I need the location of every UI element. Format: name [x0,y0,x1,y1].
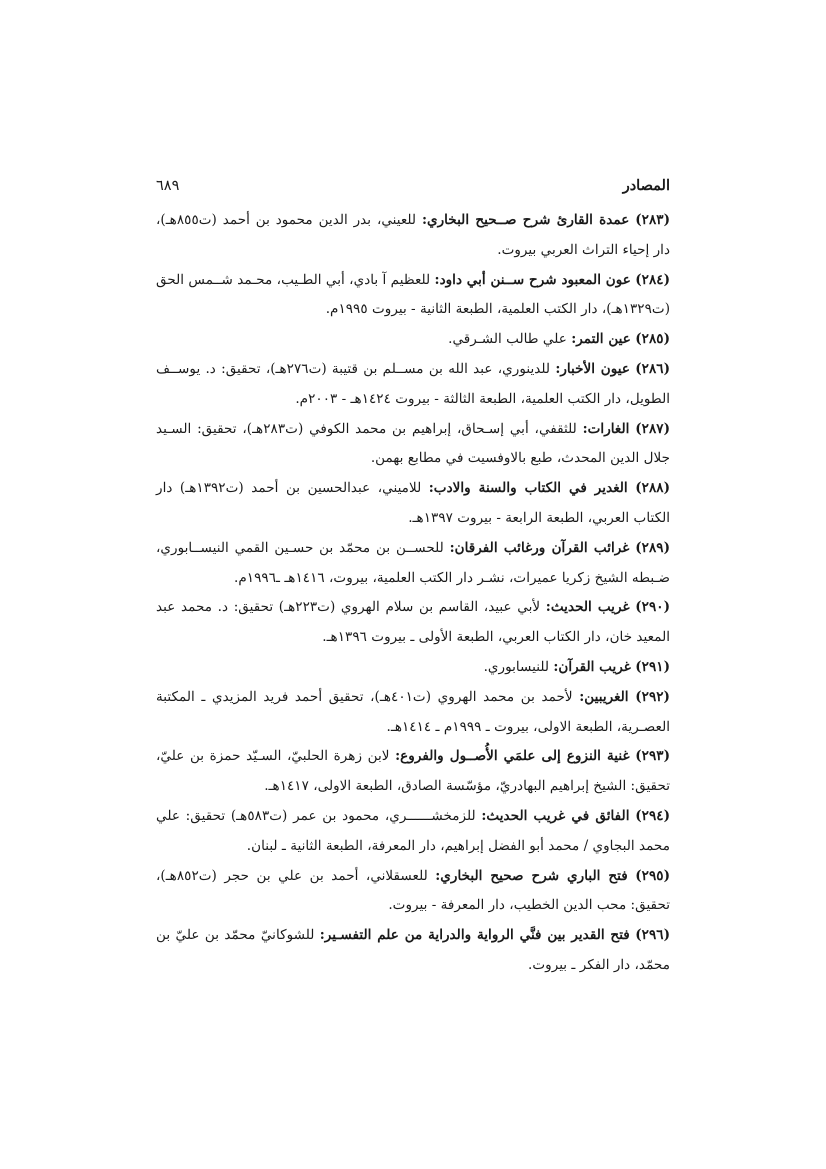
entry-title: غريب الحديث: [545,599,630,616]
bibliography-entry [156,742,670,802]
entry-details: للثقفي، أبي إسـحاق، إبراهيم بن محمد الكوفي (ت٢٨٣هـ)، تحقيق: السـيد جلال الدين المحدث، طبع بالاوفسيت في مطابع بهمن. [156,420,670,467]
entry-title: الغدير في الكتاب والسنة والادب: [428,480,628,497]
entry-number: (٢٩٦) [635,927,670,944]
bibliography-entry [156,355,670,415]
bibliography-entry [156,266,670,326]
bibliography-entry [156,325,670,355]
entry-number: (٢٩٣) [635,748,670,765]
entry-number: (٢٨٣) [635,212,670,228]
entry-number: (٢٨٩) [635,539,670,556]
entry-details: للشوكانيّ محمّد بن عليّ بن محمّد، دار الفكر ـ بيروت. [156,927,670,973]
entry-details: لأحمد بن محمد الهروي (ت٤٠١هـ)، تحقيق أحمد فريد المزيدي ـ المكتبة العصـرية، الطبعة الاولى، بيروت ـ ١٩٩٩م ـ ١٤١٤هـ. [156,688,670,735]
page-number: ٦٨٩ [156,178,180,194]
bibliography-entry [156,474,670,534]
entry-title: الغارات: [582,420,630,437]
entry-title: الفائق في غريب الحديث: [481,807,630,824]
entry-title: غرائب القرآن ورغائب الفرقان: [449,539,630,556]
bibliography-list [156,206,670,981]
entry-number: (٢٨٨) [635,480,671,497]
entry-details: لأبي عبيد، القاسم بن سلام الهروي (ت٢٢٣هـ) تحقيق: د. محمد عبد المعيد خان، دار الكتاب العربي، الطبعة الأولى ـ بيروت ١٣٩٦هـ. [156,599,670,646]
entry-number: (٢٨٤) [635,271,670,288]
entry-details: لابن زهرة الحلبيّ، السـيّد حمزة بن عليّ، تحقيق: الشيخ إبراهيم البهادريّ، مؤسّسة الصادق، الطبعة الاولى، ١٤١٧هـ. [156,748,670,795]
entry-details: للزمخشــــــري، محمود بن عمر (ت٥٨٣هـ) تحقيق: علي محمد البجاوي / محمد أبو الفضل إبراهيم، دار المعرفة، الطبعة الثانية ـ لبنان. [156,807,670,854]
entry-details: للنيسابوري. [483,658,554,675]
entry-number: (٢٩٠) [635,599,671,616]
entry-title: عون المعبود شرح ســنن أبي داود: [434,271,631,288]
entry-title: عين التمر: [571,331,631,348]
entry-title: غريب القرآن: [553,658,631,675]
bibliography-entry [156,683,670,743]
entry-details: للعسقلاني، أحمد بن علي بن حجر (ت٨٥٢هـ)، تحقيق: محب الدين الخطيب، دار المعرفة - بيروت. [156,867,670,914]
entry-details: علي طالب الشـرقي. [448,331,572,348]
entry-number: (٢٨٦) [635,360,671,377]
entry-details: للاميني، عبدالحسين بن أحمد (ت١٣٩٢هـ) دار الكتاب العربي، الطبعة الرابعة - بيروت ١٣٩٧هـ. [156,480,670,526]
entry-title: فتح الباري شرح صحيح البخاري: [435,867,628,884]
entry-details: للعيني، بدر الدين محمود بن أحمد (ت٨٥٥هـ)، دار إحياء التراث العربي بيروت. [156,212,670,258]
book-page [156,176,670,1076]
bibliography-entry [156,206,670,266]
bibliography-entry [156,593,670,653]
running-title: المصادر [622,177,670,194]
entry-number: (٢٩٢) [635,688,670,705]
entry-details: للعظيم آ بادي، أبي الطـيب، محـمد شــمس الحق (ت١٣٢٩هـ)، دار الكتب العلمية، الطبعة الثانية - بيروت ١٩٩٥م. [156,271,670,318]
bibliography-entry [156,653,670,683]
entry-details: للحســن بن محمّد بن حسـين القمي النيســابوري، ضـبطه الشيخ زكريا عميرات، نشـر دار الكتب العلمية، بيروت، ١٤١٦هـ ـ١٩٩٦م. [156,539,670,586]
entry-title: فتح القدير بين فنَّي الرواية والدراية من علم التفسـير: [319,927,630,944]
entry-title: عمدة القارئ شرح صــحيح البخاري: [421,212,630,228]
entry-title: عيون الأخبار: [555,360,630,377]
bibliography-entry [156,862,670,922]
entry-number: (٢٩٥) [635,867,670,884]
running-header [156,176,670,206]
bibliography-entry [156,534,670,594]
entry-title: غنية النزوع إلى علمَي الأُصــول والفروع: [395,748,630,765]
entry-details: للدينوري، عبد الله بن مســلم بن قتيبة (ت٢٧٦هـ)، تحقيق: د. يوســف الطويل، دار الكتب العلمية، الطبعة الثالثة - بيروت ١٤٢٤هـ - ٢٠٠٣م. [156,360,670,407]
entry-title: الغريبين: [579,688,629,705]
bibliography-entry [156,802,670,862]
entry-number: (٢٨٧) [635,420,671,437]
entry-number: (٢٨٥) [635,331,670,348]
bibliography-entry [156,415,670,475]
entry-number: (٢٩١) [635,658,670,675]
entry-number: (٢٩٤) [635,807,670,824]
bibliography-entry [156,921,670,981]
